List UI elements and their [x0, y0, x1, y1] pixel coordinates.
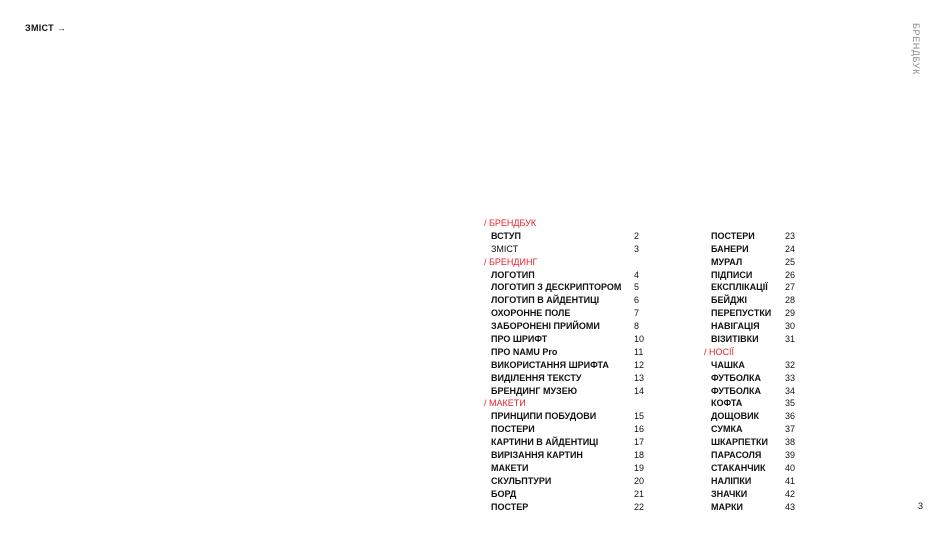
toc-entry[interactable] [484, 281, 684, 294]
toc-entry[interactable] [704, 307, 904, 320]
toc-entry[interactable] [484, 501, 684, 514]
toc-entry[interactable] [704, 243, 904, 256]
toc-entry-page-number: 4 [634, 269, 640, 280]
toc-entry-title: СКУЛЬПТУРИ [491, 475, 552, 486]
toc-entry-page-number: 23 [785, 230, 796, 241]
toc-entry-page-number: 14 [634, 385, 645, 396]
toc-entry-title: КАРТИНИ В АЙДЕНТИЦІ [491, 437, 599, 448]
brandbook-side-label: БРЕНДБУК [911, 23, 921, 75]
toc-entry[interactable] [484, 359, 684, 372]
toc-entry[interactable] [484, 294, 684, 307]
toc-entry[interactable] [704, 410, 904, 423]
toc-entry[interactable] [484, 475, 684, 488]
toc-entry-title: НАВІГАЦІЯ [711, 321, 760, 332]
toc-entry-title: ФУТБОЛКА [711, 372, 761, 383]
toc-section-title: / БРЕНДБУК [484, 218, 537, 228]
toc-entry[interactable] [484, 320, 684, 333]
toc-entry-page-number: 25 [785, 256, 796, 267]
toc-entry-page-number: 31 [785, 334, 796, 345]
toc-entry[interactable] [484, 307, 684, 320]
toc-entry-title: БРЕНДИНГ МУЗЕЮ [491, 385, 577, 396]
toc-entry-page-number: 36 [785, 411, 796, 422]
toc-entry[interactable] [704, 281, 904, 294]
toc-entry-page-number: 13 [634, 372, 645, 383]
toc-entry-title: ЧАШКА [711, 359, 745, 370]
toc-entry-page-number: 20 [634, 475, 645, 486]
toc-entry-page-number: 35 [785, 398, 796, 409]
toc-entry-title: ВИДІЛЕННЯ ТЕКСТУ [491, 372, 582, 383]
toc-entry-page-number: 7 [634, 308, 640, 319]
toc-entry-title: СТАКАНЧИК [711, 462, 766, 473]
toc-entry-page-number: 43 [785, 501, 796, 512]
toc-entry[interactable] [704, 294, 904, 307]
toc-entry[interactable] [704, 449, 904, 462]
toc-entry-title: ПРО NAMU Pro [491, 346, 558, 357]
toc-entry-title: ПОСТЕРИ [491, 424, 535, 435]
toc-entry-title: ПАРАСОЛЯ [711, 450, 762, 461]
toc-entry[interactable] [704, 423, 904, 436]
toc-entry[interactable] [704, 230, 904, 243]
toc-spacer [704, 217, 904, 230]
toc-entry-page-number: 32 [785, 359, 796, 370]
toc-entry[interactable] [484, 385, 684, 398]
toc-section-title: / БРЕНДИНГ [484, 256, 538, 267]
toc-entry-title: ПЕРЕПУСТКИ [711, 308, 772, 319]
toc-entry-page-number: 41 [785, 475, 796, 486]
toc-entry-title: ВИКОРИСТАННЯ ШРИФТА [491, 359, 609, 370]
toc-entry[interactable] [704, 488, 904, 501]
toc-entry[interactable] [704, 359, 904, 372]
toc-entry[interactable] [484, 449, 684, 462]
toc-entry-page-number: 11 [634, 346, 644, 357]
toc-entry-page-number: 37 [785, 424, 796, 435]
toc-entry-page-number: 17 [634, 437, 645, 448]
toc-column-right [704, 217, 904, 513]
toc-entry-page-number: 24 [785, 243, 796, 254]
toc-entry-title: ШКАРПЕТКИ [711, 437, 768, 448]
toc-section-title: / НОСІЇ [704, 346, 735, 357]
toc-entry-page-number: 38 [785, 437, 796, 448]
toc-entry[interactable] [704, 320, 904, 333]
toc-entry-page-number: 6 [634, 295, 640, 306]
toc-entry-title: ПОСТЕРИ [711, 230, 755, 241]
toc-entry-page-number: 3 [634, 243, 640, 254]
toc-entry-title: ПОСТЕР [491, 501, 529, 512]
toc-entry-page-number: 39 [785, 450, 796, 461]
toc-entry-title: ВИРІЗАННЯ КАРТИН [491, 450, 583, 461]
toc-entry-title: ЛОГОТИП З ДЕСКРИПТОРОМ [491, 282, 622, 293]
toc-entry-title: МУРАЛ [711, 256, 743, 267]
toc-entry-title: ПРИНЦИПИ ПОБУДОВИ [491, 411, 597, 422]
toc-entry-page-number: 18 [634, 450, 645, 461]
toc-entry-page-number: 28 [785, 295, 796, 306]
toc-entry-page-number: 22 [634, 501, 645, 512]
toc-entry-page-number: 8 [634, 321, 640, 332]
toc-entry-page-number: 19 [634, 462, 645, 473]
toc-entry[interactable] [484, 243, 684, 256]
toc-entry-page-number: 12 [634, 359, 645, 370]
toc-entry-title: БАНЕРИ [711, 243, 749, 254]
toc-entry-title: ЗМІСТ [491, 243, 519, 254]
toc-entry-title: ЕКСПЛІКАЦІЇ [711, 282, 768, 293]
toc-section-heading [484, 256, 684, 269]
toc-entry-title: ЗНАЧКИ [711, 488, 748, 499]
toc-entry-title: ЛОГОТИП [491, 269, 535, 280]
toc-entry-title: ЛОГОТИП В АЙДЕНТИЦІ [491, 295, 600, 306]
contents-header-link[interactable]: ЗМІСТ → [25, 23, 67, 33]
toc-entry-page-number: 33 [785, 372, 796, 383]
toc-entry[interactable] [704, 269, 904, 282]
toc-entry[interactable] [704, 462, 904, 475]
toc-entry[interactable] [704, 475, 904, 488]
toc-entry-title: МАКЕТИ [491, 462, 529, 473]
toc-entry[interactable] [484, 423, 684, 436]
toc-entry[interactable] [484, 230, 684, 243]
toc-column-left [484, 217, 684, 513]
toc-entry-title: ЗАБОРОНЕНІ ПРИЙОМИ [491, 321, 600, 332]
toc-entry[interactable] [484, 346, 684, 359]
toc-entry-title: ДОЩОВИК [711, 411, 760, 422]
toc-entry[interactable] [484, 372, 684, 385]
toc-entry[interactable] [484, 410, 684, 423]
toc-entry-title: ВІЗИТІВКИ [711, 334, 759, 345]
toc-entry-title: МАРКИ [711, 501, 743, 512]
toc-entry-page-number: 34 [785, 385, 796, 396]
toc-entry[interactable] [484, 269, 684, 282]
toc-entry-page-number: 2 [634, 230, 640, 241]
toc-entry-title: ФУТБОЛКА [711, 385, 761, 396]
toc-section-heading [704, 346, 904, 359]
toc-entry[interactable] [704, 372, 904, 385]
toc-entry[interactable] [484, 333, 684, 346]
toc-section-title: / МАКЕТИ [484, 398, 526, 409]
toc-entry[interactable] [484, 462, 684, 475]
toc-entry-page-number: 40 [785, 462, 796, 473]
toc-entry-page-number: 5 [634, 282, 640, 293]
toc-entry-page-number: 27 [785, 282, 796, 293]
toc-section-heading [484, 397, 684, 410]
toc-entry-page-number: 16 [634, 424, 645, 435]
toc-entry[interactable] [704, 333, 904, 346]
toc-entry-page-number: 30 [785, 321, 796, 332]
toc-entry[interactable] [704, 256, 904, 269]
page-number: 3 [918, 501, 924, 511]
toc-entry-title: ОХОРОННЕ ПОЛЕ [491, 308, 571, 319]
toc-entry-page-number: 26 [785, 269, 796, 280]
toc-entry[interactable] [704, 501, 904, 514]
toc-entry[interactable] [484, 436, 684, 449]
toc-entry[interactable] [484, 488, 684, 501]
toc-entry-page-number: 21 [634, 488, 645, 499]
toc-entry-title: СУМКА [711, 424, 743, 435]
toc-entry[interactable] [704, 436, 904, 449]
toc-entry-title: ПІДПИСИ [711, 269, 753, 280]
toc-entry[interactable] [704, 385, 904, 398]
toc-entry[interactable] [704, 397, 904, 410]
toc-entry-page-number: 15 [634, 411, 645, 422]
toc-entry-title: ПРО ШРИФТ [491, 334, 548, 345]
toc-entry-page-number: 10 [634, 334, 645, 345]
toc-entry-title: ВСТУП [491, 230, 521, 241]
toc-entry-title: НАЛІПКИ [711, 475, 752, 486]
toc-entry-page-number: 42 [785, 488, 796, 499]
toc-entry-title: БЕЙДЖІ [711, 295, 747, 306]
toc-entry-page-number: 29 [785, 308, 796, 319]
toc-entry-title: КОФТА [711, 398, 743, 409]
toc-entry-title: БОРД [491, 488, 517, 499]
toc-section-heading [484, 217, 684, 230]
